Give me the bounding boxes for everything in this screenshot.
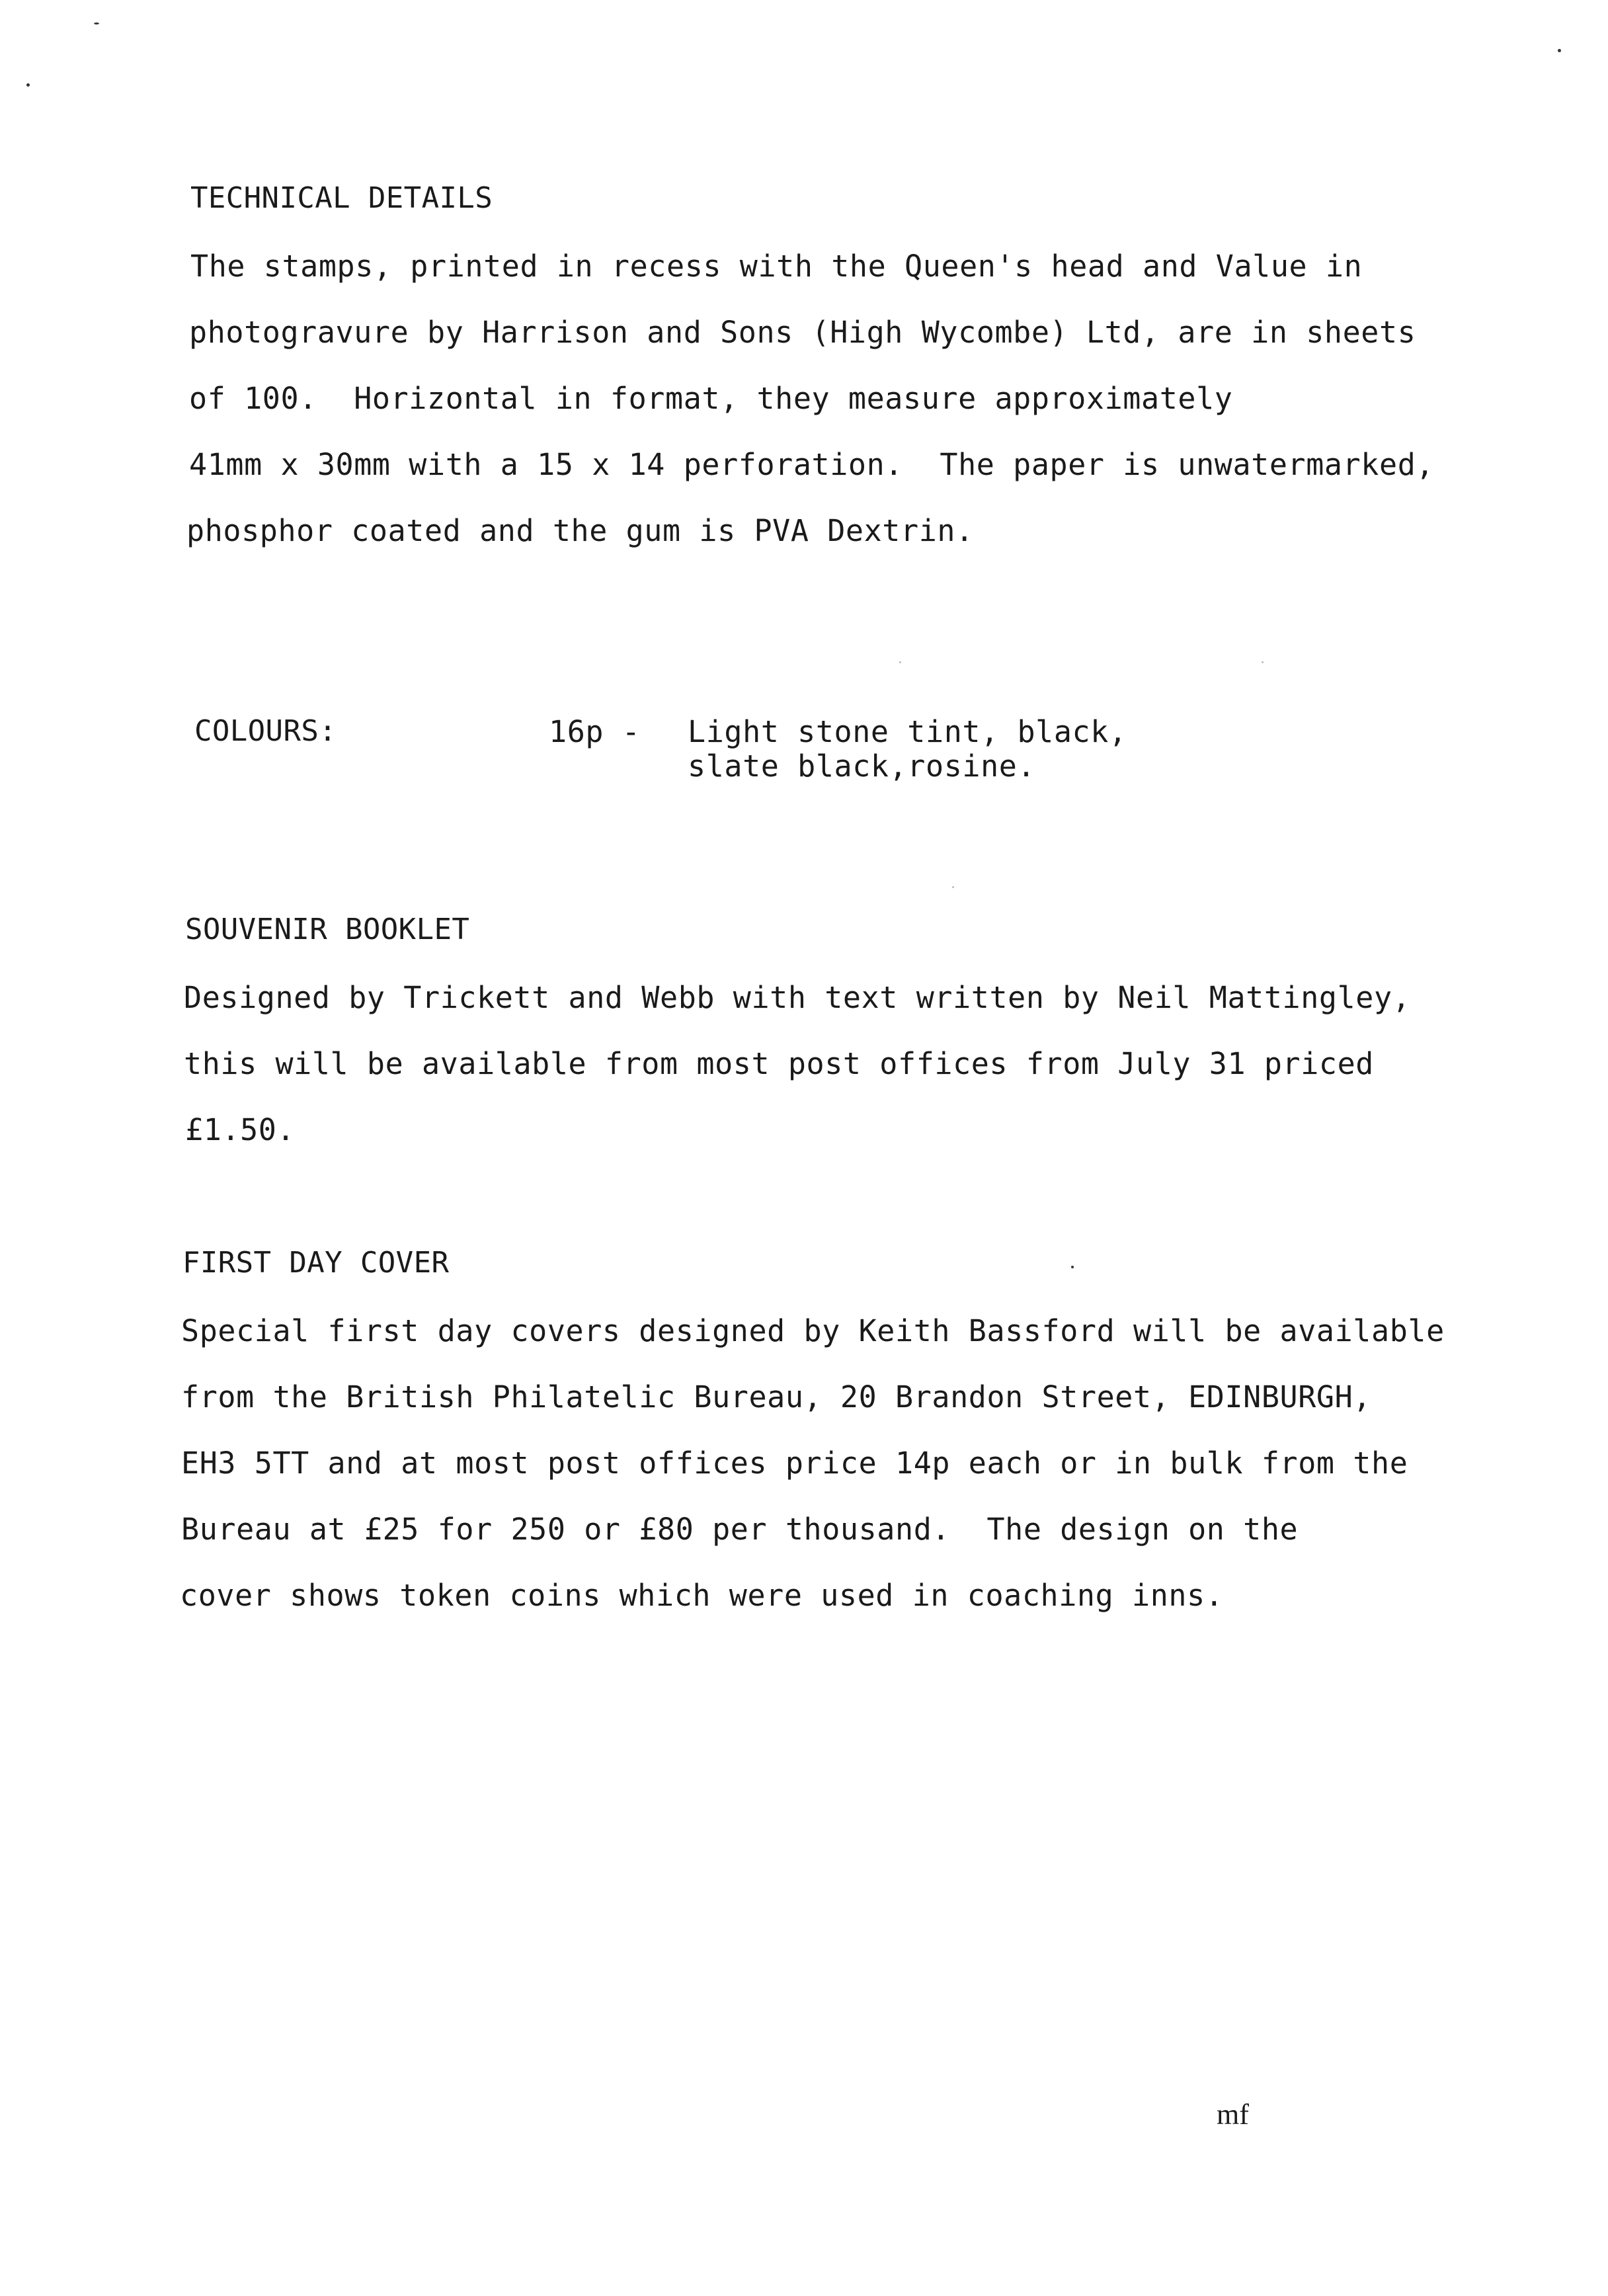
colours-value: 16p - (549, 714, 641, 749)
first-day-cover-line: from the British Philatelic Bureau, 20 Brandon Street, EDINBURGH, (181, 1379, 1371, 1414)
scan-speck (26, 83, 30, 87)
colours-description-line: slate black,rosine. (688, 749, 1036, 784)
scan-speck (899, 661, 901, 663)
booklet-line: this will be available from most post offices from July 31 priced (184, 1046, 1374, 1081)
first-day-cover-line: cover shows token coins which were used in coaching inns. (180, 1578, 1224, 1613)
first-day-cover-heading: FIRST DAY COVER (182, 1246, 450, 1280)
technical-line: of 100. Horizontal in format, they measure approximately (189, 381, 1233, 416)
booklet-line: Designed by Trickett and Webb with text written by Neil Mattingley, (184, 980, 1411, 1015)
technical-line: photogravure by Harrison and Sons (High Wycombe) Ltd, are in sheets (189, 315, 1416, 350)
scan-speck (1262, 661, 1264, 663)
technical-line: 41mm x 30mm with a 15 x 14 perforation. The paper is unwatermarked, (189, 447, 1435, 482)
booklet-line: £1.50. (185, 1112, 296, 1147)
first-day-cover-line: Bureau at £25 for 250 or £80 per thousand. The design on the (181, 1512, 1299, 1547)
souvenir-booklet-heading: SOUVENIR BOOKLET (185, 913, 470, 946)
first-day-cover-line: Special first day covers designed by Keith Bassford will be available (181, 1313, 1445, 1348)
technical-line: The stamps, printed in recess with the Queen's head and Value in (190, 249, 1363, 284)
colours-description-line: Light stone tint, black, (688, 714, 1127, 749)
scan-speck (1558, 49, 1561, 52)
scan-speck (94, 22, 99, 24)
first-day-cover-line: EH3 5TT and at most post offices price 14p each or in bulk from the (181, 1446, 1408, 1481)
colours-label: COLOURS: (194, 714, 337, 748)
technical-line: phosphor coated and the gum is PVA Dextrin. (186, 513, 974, 548)
scan-speck (1071, 1266, 1074, 1268)
scan-speck (952, 886, 954, 888)
author-initials: mf (1217, 2098, 1249, 2131)
technical-details-heading: TECHNICAL DETAILS (190, 181, 493, 215)
